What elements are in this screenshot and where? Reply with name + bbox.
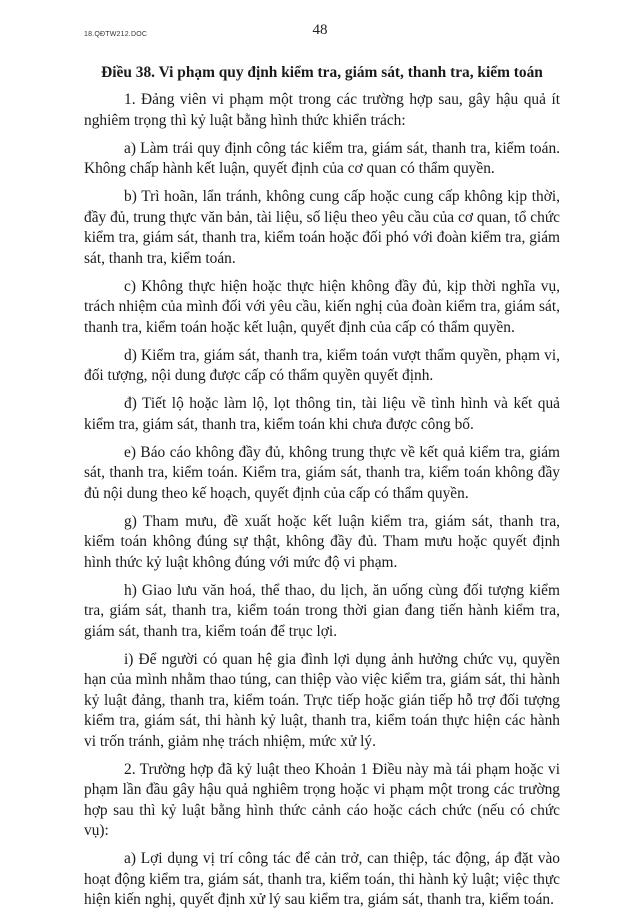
document-code: 18.QĐTW212.DOC xyxy=(84,31,148,38)
paragraph-item-a: a) Làm trái quy định công tác kiểm tra, giám sát, thanh tra, kiểm toán. Không chấp hành kết luận, quyết định của cơ quan có thẩm quyền. xyxy=(84,139,560,177)
paragraph-item-c: c) Không thực hiện hoặc thực hiện không đầy đủ, kịp thời nghĩa vụ, trách nhiệm của mình đối với yêu cầu, kiến nghị của đoàn kiểm tra, giám sát, thanh tra, kiểm toán hoặc kết luận, quyết định của cấp có thẩm quyền. xyxy=(84,277,560,336)
paragraph-item-dd: đ) Tiết lộ hoặc làm lộ, lọt thông tin, tài liệu về tình hình và kết quả kiểm tra, giám sát, thanh tra, kiểm toán khi chưa được công bố. xyxy=(84,395,560,433)
paragraph-clause-2: 2. Trường hợp đã kỷ luật theo Khoản 1 Điều này mà tái phạm hoặc vi phạm lần đầu gây hậu quả nghiêm trọng hoặc vi phạm một trong các trường hợp sau thì kỷ luật bằng hình thức cảnh cáo hoặc cách chức (nếu có chức vụ): xyxy=(84,760,560,839)
article-body xyxy=(84,62,560,918)
paragraph-clause-1: 1. Đảng viên vi phạm một trong các trường hợp sau, gây hậu quả ít nghiêm trọng thì kỷ luật bằng hình thức khiển trách: xyxy=(84,91,560,129)
paragraph-item-i: i) Để người có quan hệ gia đình lợi dụng ảnh hưởng chức vụ, quyền hạn của mình nhằm thao túng, can thiệp vào việc kiểm tra, giám sát, thi hành kỷ luật đảng, thanh tra, kiểm toán. Trực tiếp hoặc gián tiếp hỗ trợ đối tượng kiểm tra, giám sát, thi hành kỷ luật, thanh tra, kiểm toán thực hiện các hành vi trốn tránh, giảm nhẹ trách nhiệm, mức xử lý. xyxy=(84,650,560,750)
paragraph-item-g: g) Tham mưu, đề xuất hoặc kết luận kiểm tra, giám sát, thanh tra, kiểm toán không đúng sự thật, không đầy đủ. Tham mưu hoặc quyết định hình thức kỷ luật không đúng với mức độ vi phạm. xyxy=(84,512,560,571)
paragraph-item-h: h) Giao lưu văn hoá, thể thao, du lịch, ăn uống cùng đối tượng kiểm tra, giám sát, thanh tra, kiểm toán trong thời gian đang tiến hành kiểm tra, giám sát, thanh tra, kiểm toán để trục lợi. xyxy=(84,581,560,640)
paragraph-clause-2-item-a: a) Lợi dụng vị trí công tác để cản trở, can thiệp, tác động, áp đặt vào hoạt động kiểm tra, giám sát, thanh tra, kiểm toán, thi hành kỷ luật; việc thực hiện kiến nghị, quyết định xử lý sau kiểm tra, giám sát, thanh tra, kiểm toán. xyxy=(84,850,560,908)
paragraph-item-e: e) Báo cáo không đầy đủ, không trung thực về kết quả kiểm tra, giám sát, thanh tra, kiểm toán. Kiểm tra, giám sát, thanh tra, kiểm toán không đầy đủ nội dung theo kế hoạch, quyết định của cấp có thẩm quyền. xyxy=(84,443,560,502)
page-number: 48 xyxy=(312,22,328,38)
article-title: Điều 38. Vi phạm quy định kiểm tra, giám sát, thanh tra, kiểm toán xyxy=(101,64,543,81)
paragraph-item-b: b) Trì hoãn, lẩn tránh, không cung cấp hoặc cung cấp không kịp thời, đầy đủ, trung thực văn bản, tài liệu, số liệu theo yêu cầu của cơ quan, tổ chức kiểm tra, giám sát, thanh tra, kiểm toán hoặc đối phó với đoàn kiểm tra, giám sát, thanh tra, kiểm toán. xyxy=(84,188,560,267)
paragraph-item-d: d) Kiểm tra, giám sát, thanh tra, kiểm toán vượt thẩm quyền, phạm vi, đối tượng, nội dung được cấp có thẩm quyền quyết định. xyxy=(84,346,560,384)
